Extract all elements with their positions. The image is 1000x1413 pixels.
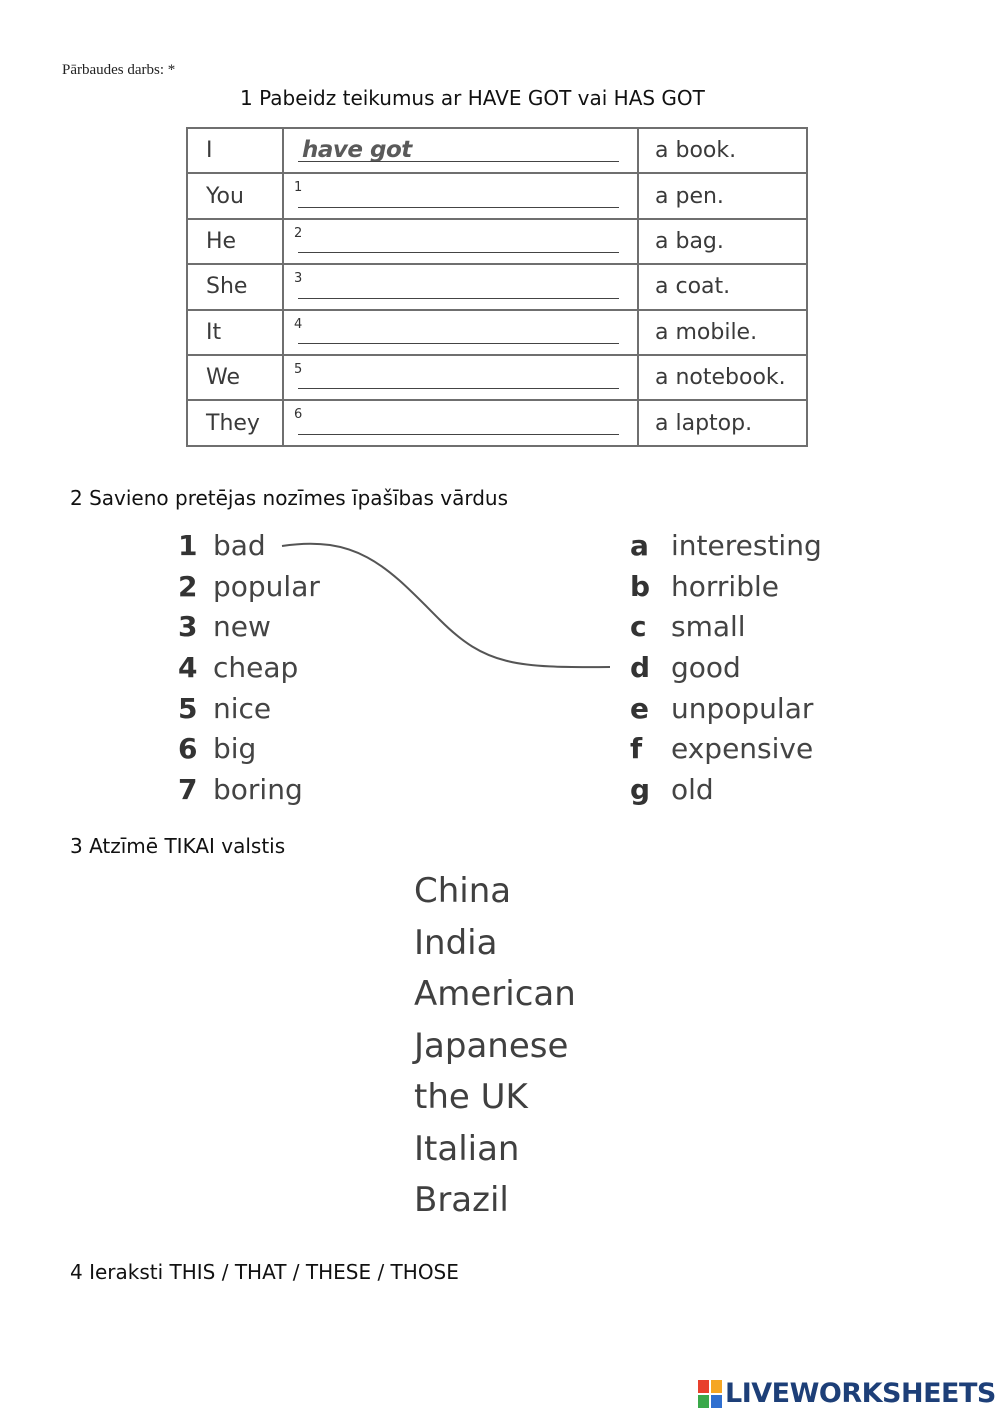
- liveworksheets-logo: [698, 1378, 996, 1409]
- table-row: [187, 310, 807, 355]
- table-row: [187, 400, 807, 445]
- item-number: 4: [178, 651, 198, 685]
- subject-cell: We: [187, 355, 283, 400]
- answer-line[interactable]: [298, 298, 619, 299]
- subject-cell: I: [187, 128, 283, 173]
- item-word: popular: [213, 569, 320, 603]
- answer-cell[interactable]: [283, 400, 638, 445]
- answer-cell[interactable]: [283, 310, 638, 355]
- item-letter: e: [630, 691, 649, 725]
- table-row: [187, 173, 807, 218]
- object-cell: a mobile.: [638, 310, 807, 355]
- item-letter: b: [630, 569, 651, 603]
- item-number: 1: [178, 529, 198, 562]
- subject-cell: They: [187, 400, 283, 445]
- subject-cell: It: [187, 310, 283, 355]
- object-cell: a book.: [638, 128, 807, 173]
- object-cell: a coat.: [638, 264, 807, 309]
- item-word: expensive: [671, 732, 814, 766]
- blank-number: 4: [294, 316, 303, 332]
- table-row: [187, 219, 807, 264]
- blank-number: 1: [294, 180, 303, 196]
- list-item[interactable]: Italian: [414, 1128, 520, 1169]
- blank-number: 6: [294, 407, 303, 423]
- answer-line[interactable]: [298, 252, 619, 253]
- list-item[interactable]: Brazil: [414, 1180, 509, 1220]
- item-number: 3: [178, 610, 198, 644]
- country-choice-list: [414, 866, 576, 1227]
- subject-cell: He: [187, 219, 283, 264]
- answer-cell[interactable]: [283, 173, 638, 218]
- have-got-table: [186, 127, 808, 447]
- item-word: nice: [213, 691, 272, 725]
- connector-curve: [282, 544, 610, 667]
- header-note: Pārbaudes darbs: *: [62, 62, 176, 78]
- item-number: 2: [178, 569, 198, 603]
- object-cell: a pen.: [638, 173, 807, 218]
- item-letter: g: [630, 773, 651, 807]
- item-number: 6: [178, 732, 198, 766]
- section-4-title: 4 Ieraksti THIS / THAT / THESE / THOSE: [70, 1260, 459, 1284]
- item-letter: a: [630, 529, 649, 562]
- answer-cell[interactable]: [283, 355, 638, 400]
- blank-number: 2: [294, 225, 303, 241]
- answer-line[interactable]: [298, 207, 619, 208]
- item-word: big: [213, 732, 257, 766]
- item-word: new: [213, 610, 271, 644]
- list-item[interactable]: American: [414, 974, 576, 1014]
- logo-text: LIVEWORKSHEETS: [725, 1378, 996, 1409]
- list-item[interactable]: China: [414, 871, 512, 911]
- subject-cell: You: [187, 173, 283, 218]
- answer-cell[interactable]: [283, 128, 638, 173]
- item-number: 5: [178, 691, 198, 725]
- list-item[interactable]: [178, 689, 320, 730]
- item-word: bad: [213, 529, 266, 562]
- item-letter: c: [630, 610, 647, 644]
- section-2-title: 2 Savieno pretējas nozīmes īpašības vārdus: [70, 486, 509, 510]
- answer-cell[interactable]: [283, 264, 638, 309]
- logo-icon: [698, 1380, 722, 1408]
- list-item[interactable]: [630, 567, 822, 608]
- list-item[interactable]: [630, 607, 822, 648]
- list-item[interactable]: [630, 770, 822, 811]
- blank-number: 3: [294, 271, 303, 287]
- list-item[interactable]: [630, 526, 822, 567]
- answer-cell[interactable]: [283, 219, 638, 264]
- object-cell: a bag.: [638, 219, 807, 264]
- item-word: interesting: [671, 529, 822, 562]
- item-word: unpopular: [671, 691, 814, 725]
- object-cell: a notebook.: [638, 355, 807, 400]
- example-answer: have got: [302, 137, 412, 163]
- list-item[interactable]: India: [414, 922, 498, 963]
- section-3-title: 3 Atzīmē TIKAI valstis: [70, 834, 286, 858]
- object-cell: a laptop.: [638, 400, 807, 445]
- item-word: good: [671, 651, 741, 685]
- answer-line[interactable]: [298, 343, 619, 344]
- list-item[interactable]: [630, 648, 822, 689]
- right-adjective-list: [630, 526, 822, 811]
- list-item[interactable]: Japanese: [414, 1025, 569, 1066]
- table-row: [187, 355, 807, 400]
- list-item[interactable]: [630, 729, 822, 770]
- item-letter: d: [630, 651, 651, 685]
- answer-line[interactable]: [298, 434, 619, 435]
- item-letter: f: [630, 732, 643, 766]
- item-word: horrible: [671, 569, 779, 603]
- item-word: small: [671, 610, 746, 644]
- list-item[interactable]: [178, 729, 320, 770]
- answer-line[interactable]: [298, 388, 619, 389]
- subject-cell: She: [187, 264, 283, 309]
- item-word: old: [671, 773, 714, 807]
- list-item[interactable]: [178, 770, 320, 811]
- list-item[interactable]: the UK: [414, 1077, 528, 1117]
- item-number: 7: [178, 773, 198, 807]
- item-word: cheap: [213, 651, 299, 685]
- example-match-line: [270, 530, 620, 680]
- table-row: [187, 128, 807, 173]
- section-1-title: 1 Pabeidz teikumus ar HAVE GOT vai HAS GOT: [240, 86, 705, 110]
- item-word: boring: [213, 773, 303, 807]
- answer-line: [298, 161, 619, 162]
- table-row: [187, 264, 807, 309]
- list-item[interactable]: [630, 689, 822, 730]
- blank-number: 5: [294, 361, 303, 377]
